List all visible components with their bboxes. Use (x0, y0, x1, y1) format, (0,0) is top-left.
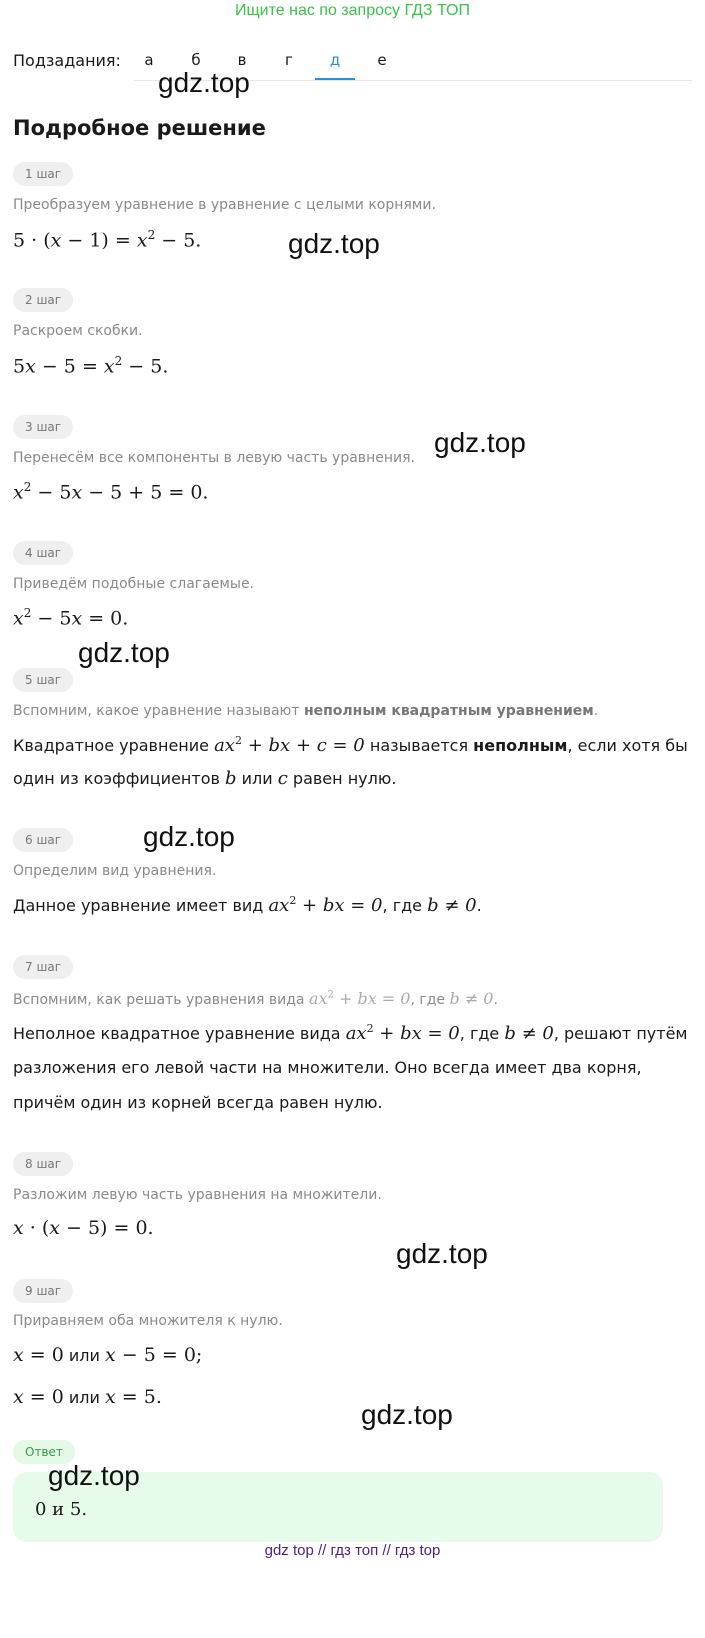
footer-links[interactable]: gdz top // гдз топ // гдз top (264, 1542, 441, 1559)
step-badge: 5 шаг (13, 668, 73, 692)
formula: $ax^2$ + bx + c = 0 (214, 734, 365, 756)
desc-text: , где (410, 992, 450, 1008)
step-description: Определим вид уравнения. (13, 863, 217, 879)
definition-line-2 (13, 768, 396, 789)
watermark: gdz.top (396, 1238, 488, 1269)
step-description (13, 703, 598, 719)
answer-badge: Ответ (13, 1440, 75, 1464)
text: один из коэффициентов (13, 769, 225, 788)
text: , решают путём (553, 1024, 688, 1043)
method-line-3: причём один из корней всегда равен нулю. (13, 1093, 383, 1112)
step-description: Преобразуем уравнение в уравнение с целыми корнями. (13, 197, 436, 213)
text: , если хотя бы (567, 736, 688, 755)
equation-step-4: $x^2 - 5x = 0$. (13, 606, 129, 630)
page-title: Подробное решение (13, 116, 266, 140)
text: называется (364, 736, 474, 755)
text: Квадратное уравнение (13, 736, 215, 755)
step-badge: 8 шаг (13, 1152, 73, 1176)
step-badge: 7 шаг (13, 955, 73, 979)
step-description: Раскроем скобки. (13, 323, 143, 339)
formula: $ax^2$ + bx = 0 (345, 1022, 460, 1044)
text: Неполное квадратное уравнение вида (13, 1024, 346, 1043)
step-badge: 9 шаг (13, 1279, 73, 1303)
text: , где (382, 896, 428, 915)
text: равен нулю. (287, 769, 397, 788)
desc-text: Вспомним, как решать уравнения вида (13, 992, 309, 1008)
watermark: gdz.top (143, 821, 235, 852)
step-badge: 6 шаг (13, 828, 73, 852)
tab-v[interactable]: в (237, 51, 247, 69)
equation-step-1: $5 \cdot (x - 1) = x^2 - 5$. (13, 228, 202, 252)
equation-step-9a: x = 0 или x − 5 = 0; (13, 1344, 203, 1366)
equation-step-9b: x = 0 или x = 5. (13, 1386, 162, 1408)
text: или (236, 769, 278, 788)
tab-d[interactable]: д (315, 40, 355, 80)
step-description: Приведём подобные слагаемые. (13, 576, 255, 592)
watermark: gdz.top (78, 637, 170, 668)
subtasks-label: Подзадания: (13, 51, 121, 70)
step-description: Перенесём все компоненты в левую часть уравнения. (13, 450, 415, 466)
step-description: Приравняем оба множителя к нулю. (13, 1313, 283, 1329)
text: Данное уравнение имеет вид (13, 896, 269, 915)
or-text: или (63, 1388, 106, 1407)
search-banner: Ищите нас по запросу ГДЗ ТОП (235, 2, 470, 19)
watermark: gdz.top (158, 67, 250, 98)
formula: $ax^2$ + bx = 0 (268, 894, 383, 916)
or-text: или (63, 1346, 106, 1365)
desc-text: Вспомним, какое уравнение называют (13, 703, 304, 719)
formula: $ax^2$ + bx = 0 (308, 989, 411, 1008)
watermark: gdz.top (48, 1460, 140, 1491)
equation-step-2: $5x - 5 = x^2 - 5$. (13, 354, 169, 378)
bold-text: неполным (473, 736, 568, 755)
step-badge: 4 шаг (13, 541, 73, 565)
equation-step-8: x · (x − 5) = 0. (13, 1217, 154, 1239)
tab-a[interactable]: а (144, 51, 154, 69)
formula: b (225, 768, 237, 789)
tab-g[interactable]: г (285, 51, 293, 69)
equation-step-3: $x^2 - 5x - 5 + 5 = 0$. (13, 480, 209, 504)
formula: b ≠ 0 (504, 1023, 554, 1044)
equation-type-line: Данное уравнение имеет вид $ax^2$ + bx = 0, где b ≠ 0. (13, 894, 482, 916)
answer-text: 0 и 5. (35, 1499, 88, 1520)
step-description: Вспомним, как решать уравнения вида $ax^2$ + bx = 0, где b ≠ 0. (13, 989, 498, 1008)
desc-bold-text: неполным квадратным уравнением (303, 703, 594, 719)
text: , где (459, 1024, 505, 1043)
step-description: Разложим левую часть уравнения на множители. (13, 1187, 382, 1203)
step-badge: 2 шаг (13, 288, 73, 312)
tab-b[interactable]: б (191, 51, 201, 69)
step-badge: 3 шаг (13, 415, 73, 439)
formula: b ≠ 0 (449, 989, 494, 1008)
step-badge: 1 шаг (13, 162, 73, 186)
formula: c (277, 768, 288, 789)
tab-e[interactable]: е (377, 51, 387, 69)
watermark: gdz.top (288, 228, 380, 259)
method-line-1 (13, 1022, 688, 1044)
formula: b ≠ 0 (427, 895, 477, 916)
watermark: gdz.top (361, 1399, 453, 1430)
desc-text: . (593, 703, 599, 719)
method-line-2: разложения его левой части на множители. Оно всегда имеет два корня, (13, 1058, 642, 1077)
watermark: gdz.top (434, 427, 526, 458)
definition-line-1 (13, 734, 688, 756)
